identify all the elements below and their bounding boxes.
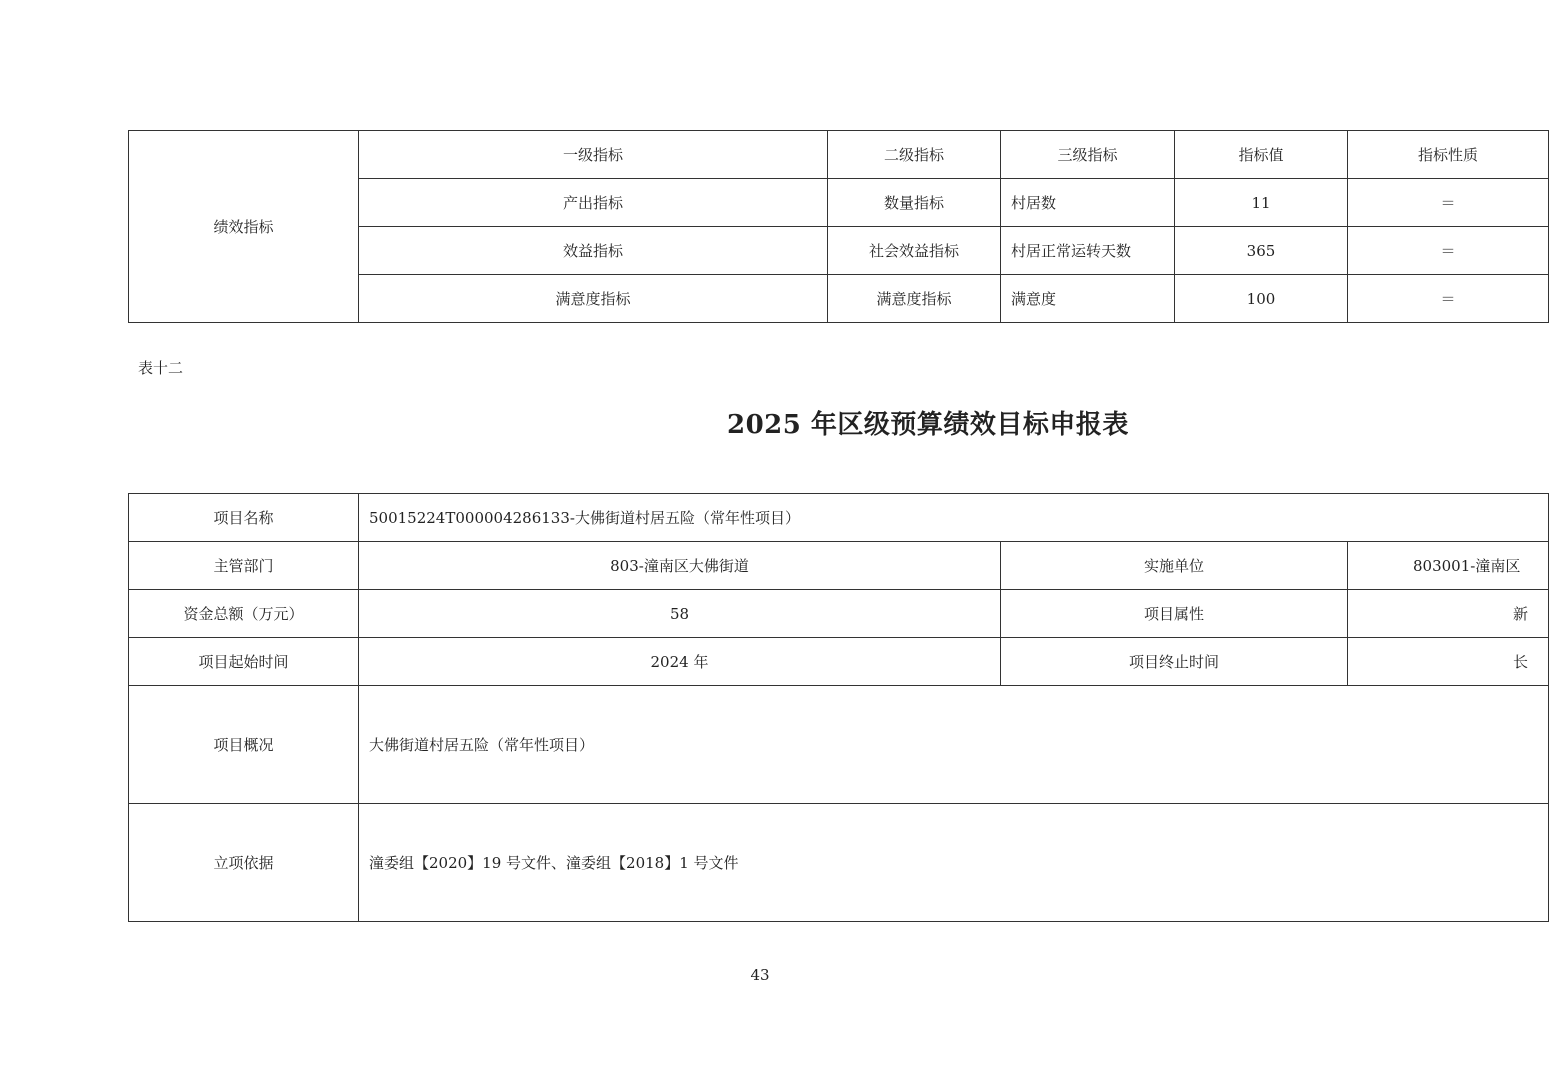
funds-value: 58 [359,590,1001,638]
header-level1: 一级指标 [359,131,828,179]
level3-cell: 村居数 [1001,179,1175,227]
level1-cell: 效益指标 [359,227,828,275]
header-level3: 三级指标 [1001,131,1175,179]
nature-cell: ＝ [1348,179,1549,227]
table-number-label: 表十二 [138,359,184,377]
attr-label: 项目属性 [1001,590,1348,638]
level3-cell: 村居正常运转天数 [1001,227,1175,275]
page-title: 2025 年区级预算绩效目标申报表 [727,410,1129,440]
project-name-value: 50015224T000004286133-大佛街道村居五险（常年性项目） [359,494,1549,542]
header-level2: 二级指标 [828,131,1001,179]
header-value: 指标值 [1175,131,1348,179]
level1-cell: 产出指标 [359,179,828,227]
end-label: 项目终止时间 [1001,638,1348,686]
level3-cell: 满意度 [1001,275,1175,323]
level2-cell: 社会效益指标 [828,227,1001,275]
overview-value: 大佛街道村居五险（常年性项目） [359,686,1549,804]
basis-label: 立项依据 [129,804,359,922]
header-nature: 指标性质 [1348,131,1549,179]
nature-cell: ＝ [1348,227,1549,275]
nature-cell: ＝ [1348,275,1549,323]
attr-value: 新 [1348,590,1549,638]
start-label: 项目起始时间 [129,638,359,686]
impl-value: 803001-潼南区 [1348,542,1549,590]
basis-value: 潼委组【2020】19 号文件、潼委组【2018】1 号文件 [359,804,1549,922]
project-info-table [128,493,1549,922]
funds-label: 资金总额（万元） [129,590,359,638]
page-number: 43 [750,966,770,984]
project-name-label: 项目名称 [129,494,359,542]
level2-cell: 满意度指标 [828,275,1001,323]
value-cell: 11 [1175,179,1348,227]
value-cell: 365 [1175,227,1348,275]
value-cell: 100 [1175,275,1348,323]
dept-value: 803-潼南区大佛街道 [359,542,1001,590]
start-value: 2024 年 [359,638,1001,686]
end-value: 长 [1348,638,1549,686]
performance-section-label: 绩效指标 [129,131,359,323]
performance-indicator-table [128,130,1549,323]
level2-cell: 数量指标 [828,179,1001,227]
overview-label: 项目概况 [129,686,359,804]
dept-label: 主管部门 [129,542,359,590]
level1-cell: 满意度指标 [359,275,828,323]
impl-label: 实施单位 [1001,542,1348,590]
